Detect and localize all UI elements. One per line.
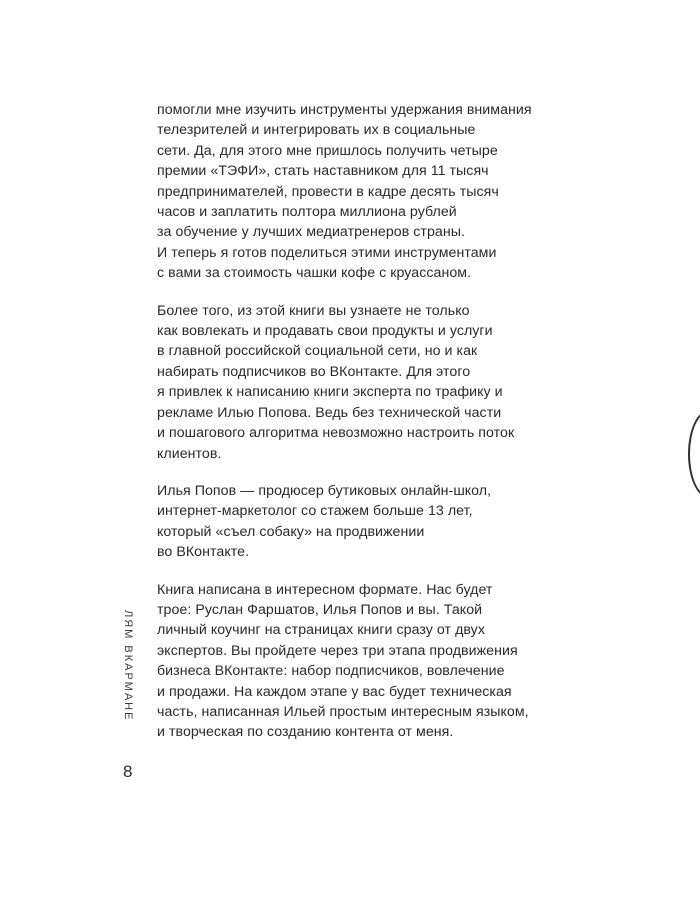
- text-line: набирать подписчиков во ВКонтакте. Для этого: [157, 363, 471, 380]
- text-line: рекламе Илью Попова. Ведь без технической части: [157, 404, 502, 421]
- running-title: ЛЯМ ВКАРМАНЕ: [122, 610, 134, 722]
- text-line: который «съел собаку» на продвижении: [157, 523, 425, 540]
- text-line: и творческая по созданию контента от меня.: [157, 724, 454, 741]
- page-body-text: [157, 100, 597, 760]
- page-curl-edge: [688, 410, 700, 498]
- text-line: Илья Попов — продюсер бутиковых онлайн-школ,: [157, 482, 492, 499]
- page-number: 8: [123, 762, 133, 781]
- paragraph-4: [157, 580, 597, 743]
- text-line: бизнеса ВКонтакте: набор подписчиков, вовлечение: [157, 663, 505, 680]
- text-line: за обучение у лучших медиатренеров страны.: [157, 224, 465, 241]
- text-line: личный коучинг на страницах книги сразу от двух: [157, 622, 485, 639]
- text-line: премии «ТЭФИ», стать наставником для 11 тысяч: [157, 163, 489, 180]
- text-line: телезрителей и интегрировать их в социальные: [157, 122, 476, 139]
- paragraph-3: [157, 481, 597, 563]
- text-line: экспертов. Вы пройдете через три этапа продвижения: [157, 642, 518, 659]
- text-line: и продажи. На каждом этапе у вас будет техническая: [157, 683, 512, 700]
- text-line: клиентов.: [157, 445, 222, 462]
- text-line: в главной российской социальной сети, но и как: [157, 343, 478, 360]
- text-line: И теперь я готов поделиться этими инструментами: [157, 244, 497, 261]
- text-line: во ВКонтакте.: [157, 544, 250, 561]
- text-line: и пошагового алгоритма невозможно настроить поток: [157, 425, 515, 442]
- paragraph-1: [157, 100, 597, 284]
- text-line: я привлек к написанию книги эксперта по трафику и: [157, 384, 503, 401]
- text-line: помогли мне изучить инструменты удержания внимания: [157, 102, 532, 118]
- text-line: трое: Руслан Фаршатов, Илья Попов и вы. Такой: [157, 601, 483, 618]
- text-line: с вами за стоимость чашки кофе с круассаном.: [157, 265, 472, 282]
- text-line: часов и заплатить полтора миллиона рублей: [157, 204, 457, 221]
- text-line: часть, написанная Ильей простым интересным языком,: [157, 703, 529, 720]
- text-line: интернет-маркетолог со стажем больше 13 лет,: [157, 503, 473, 520]
- text-line: Книга написана в интересном формате. Нас будет: [157, 581, 493, 598]
- text-line: предпринимателей, провести в кадре десять тысяч: [157, 183, 499, 200]
- text-line: как вовлекать и продавать свои продукты и услуги: [157, 323, 493, 340]
- text-line: сети. Да, для этого мне пришлось получить четыре: [157, 142, 498, 159]
- text-line: Более того, из этой книги вы узнаете не только: [157, 302, 470, 319]
- paragraph-2: [157, 301, 597, 464]
